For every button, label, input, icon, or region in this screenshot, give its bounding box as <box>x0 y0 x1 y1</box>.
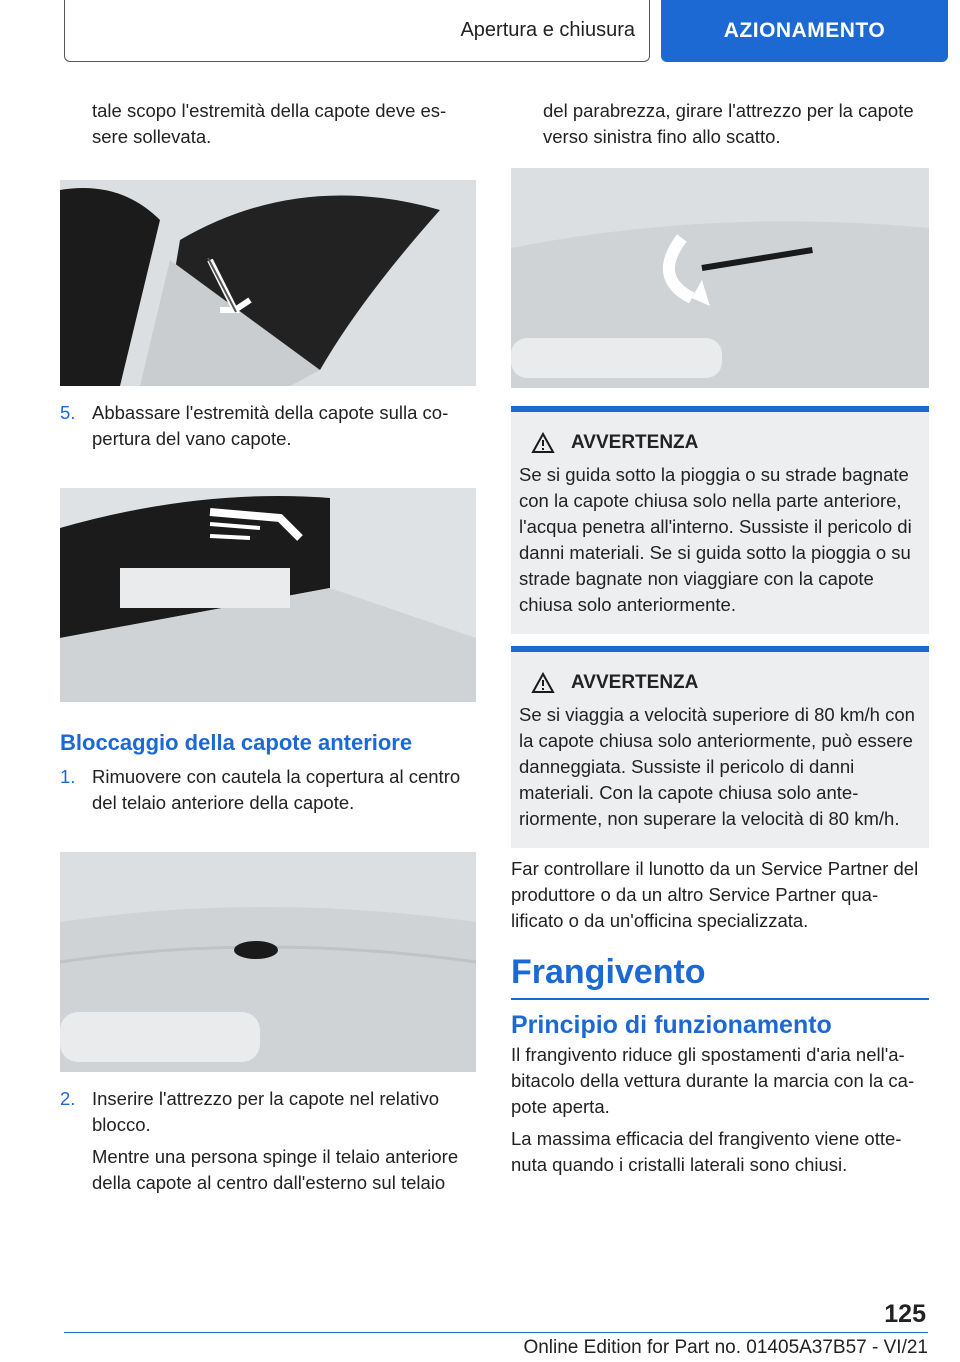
step-1 <box>60 764 476 816</box>
chapter-title: Apertura e chiusura <box>460 19 635 41</box>
frangivento-heading: Frangivento <box>511 953 706 991</box>
step-2-continued: Mentre una persona spinge il telaio anteriore della capote al centro dall'esterno sul telaio <box>92 1146 459 1193</box>
figure-turn-tool <box>511 168 929 388</box>
warning-1-title: AVVERTENZA <box>571 432 699 453</box>
page-number: 125 <box>884 1300 926 1328</box>
warning-triangle-icon <box>531 672 555 694</box>
warning-1-text: Se si guida sotto la pioggia o su strade bagnate con la capote chiusa solo nella parte anteriore, l'acqua penetra all'interno. Sussiste il pericolo di danni materiali. Se si guida sotto la pioggia o su strade bagnate non viaggiare con la capote chiusa solo anteriormente. <box>519 464 912 615</box>
section-title: AZIONAMENTO <box>723 19 886 42</box>
right-column <box>511 98 929 1178</box>
footer <box>64 1332 928 1359</box>
warning-triangle-icon <box>531 432 555 454</box>
warning-box-1 <box>511 406 929 634</box>
step-1-number: 1. <box>60 766 76 787</box>
step-5-number: 5. <box>60 402 76 423</box>
lock-heading: Bloccaggio della capote anteriore <box>60 730 413 755</box>
step-2 <box>60 1086 476 1138</box>
principle-text-2: La massima efficacia del frangivento viene otte-nuta quando i cristalli laterali sono chiusi. <box>511 1127 902 1175</box>
chapter-tab <box>64 0 650 62</box>
principle-heading: Principio di funzionamento <box>511 1010 832 1039</box>
warning-2-text: Se si viaggia a velocità superiore di 80 km/h con la capote chiusa solo anteriormente, può essere danneggiata. Sussiste il pericolo di danni materiali. Con la capote chiusa solo ante-riormente, non superare la velocità di 80 km/h. <box>519 704 915 829</box>
figure-lower-top <box>60 488 476 702</box>
step-2-text: Inserire l'attrezzo per la capote nel relativo blocco. <box>92 1088 439 1135</box>
heading-rule <box>511 998 929 1000</box>
principle-text-1: Il frangivento riduce gli spostamenti d'aria nell'a-bitacolo della vettura durante la marcia con la ca-pote aperta. <box>511 1043 915 1117</box>
section-tab <box>661 0 948 62</box>
warning-box-2 <box>511 646 929 848</box>
step-5-text: Abbassare l'estremità della capote sulla co-pertura del vano capote. <box>92 402 449 449</box>
step-2-number: 2. <box>60 1088 76 1109</box>
continued-text: del parabrezza, girare l'attrezzo per la capote verso sinistra fino allo scatto. <box>543 100 914 147</box>
warning-2-title: AVVERTENZA <box>571 672 699 693</box>
figure-raise-top <box>60 180 476 386</box>
service-paragraph: Far controllare il lunotto da un Service Partner del produttore o da un altro Service Partner qua-lificato o da un'officina specializzata. <box>511 858 919 931</box>
edition-text: Online Edition for Part no. 01405A37B57 - VI/21 <box>523 1337 928 1358</box>
step-5 <box>60 400 476 452</box>
intro-text: tale scopo l'estremità della capote deve es-sere sollevata. <box>92 100 447 147</box>
step-1-text: Rimuovere con cautela la copertura al centro del telaio anteriore della capote. <box>92 766 461 813</box>
figure-remove-cover <box>60 852 476 1072</box>
left-column <box>60 98 476 1196</box>
